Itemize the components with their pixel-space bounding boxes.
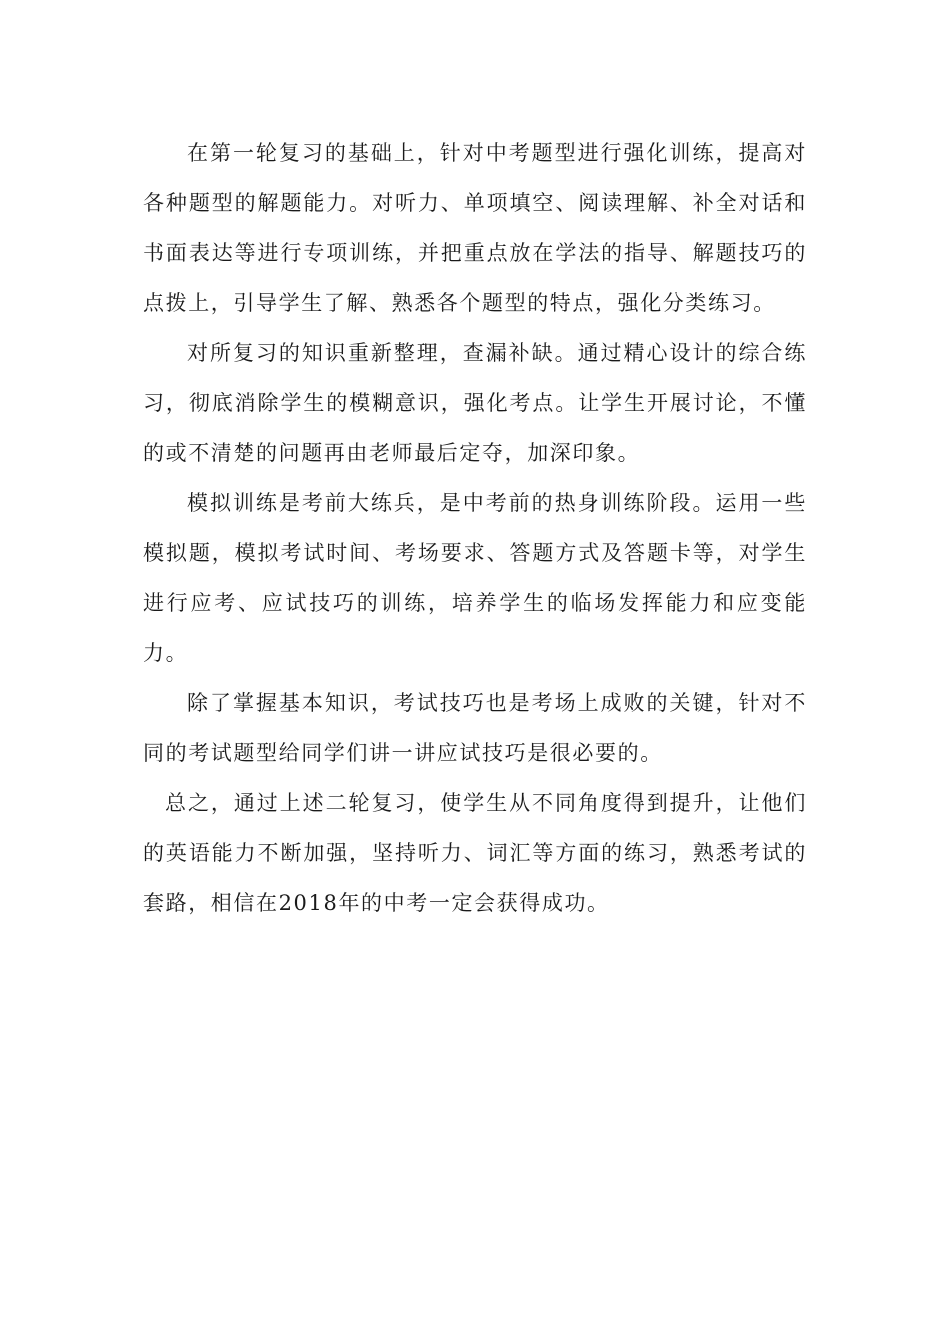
paragraph-1: 在第一轮复习的基础上，针对中考题型进行强化训练，提高对各种题型的解题能力。对听力、单项填空、阅读理解、补全对话和书面表达等进行专项训练，并把重点放在学法的指导、解题技巧的点拨上，引导学生了解、熟悉各个题型的特点，强化分类练习。 xyxy=(143,141,807,315)
document-body xyxy=(143,128,807,928)
paragraph-3: 模拟训练是考前大练兵，是中考前的热身训练阶段。运用一些模拟题，模拟考试时间、考场要求、答题方式及答题卡等，对学生进行应考、应试技巧的训练，培养学生的临场发挥能力和应变能力。 xyxy=(143,491,807,665)
paragraph-2: 对所复习的知识重新整理，查漏补缺。通过精心设计的综合练习，彻底消除学生的模糊意识，强化考点。让学生开展讨论，不懂的或不清楚的问题再由老师最后定夺，加深印象。 xyxy=(143,341,807,465)
paragraph-5: 总之，通过上述二轮复习，使学生从不同角度得到提升，让他们的英语能力不断加强，坚持听力、词汇等方面的练习，熟悉考试的套路，相信在2018年的中考一定会获得成功。 xyxy=(143,791,807,915)
paragraph-4: 除了掌握基本知识，考试技巧也是考场上成败的关键，针对不同的考试题型给同学们讲一讲应试技巧是很必要的。 xyxy=(143,691,807,765)
